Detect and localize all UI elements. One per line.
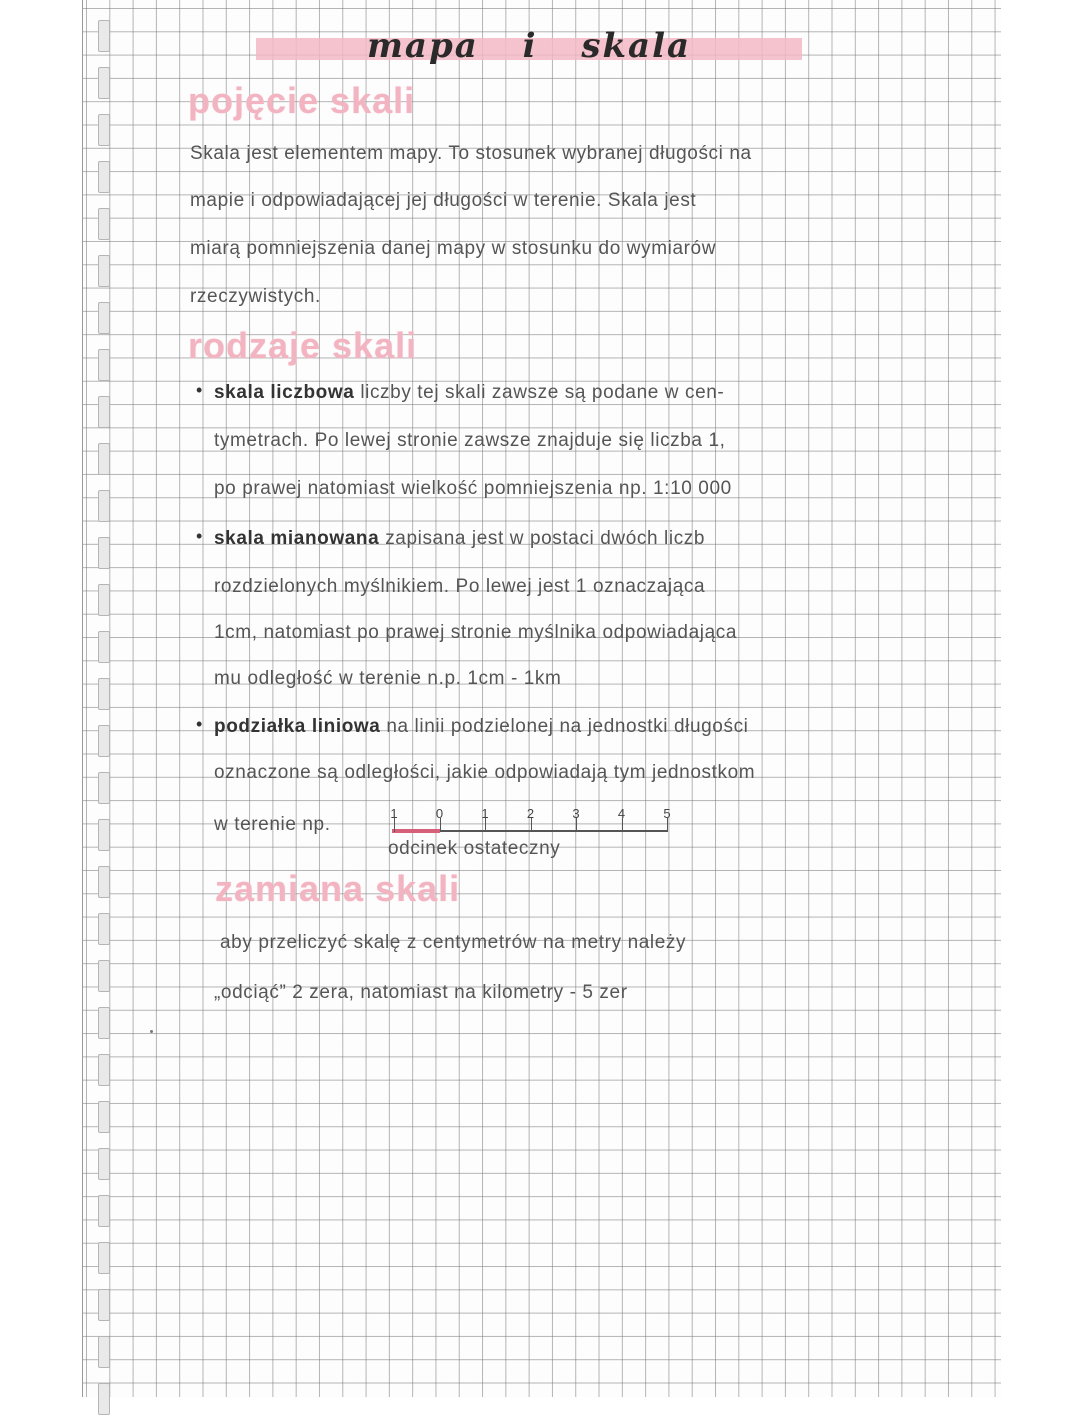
type-1-line-1 <box>214 382 724 404</box>
page-title: mapa i skala <box>366 26 692 66</box>
type-2-text-1: zapisana jest w postaci dwóch liczb <box>385 528 706 549</box>
type-2-line-4: mu odległość w terenie n.p. 1cm - 1km <box>214 668 562 689</box>
bullet-icon: • <box>196 526 203 546</box>
type-3-line-2: oznaczone są odległości, jakie odpowiadają tym jednostkom <box>214 762 756 783</box>
type-2-line-1 <box>214 528 705 550</box>
binding-hole <box>98 20 110 52</box>
spiral-binding <box>84 0 120 1397</box>
scale-tick-label: 5 <box>663 806 671 821</box>
bullet-icon: • <box>196 714 203 734</box>
binding-hole <box>98 255 110 287</box>
type-3-text-1: na linii podzielonej na jednostki długości <box>386 716 749 737</box>
type-2-line-3: 1cm, natomiast po prawej stronie myślnika odpowiadająca <box>214 622 738 643</box>
binding-hole <box>98 1007 110 1039</box>
linear-scale-caption: odcinek ostateczny <box>388 838 561 859</box>
binding-hole <box>98 537 110 569</box>
binding-hole <box>98 396 110 428</box>
linear-scale-remainder-segment <box>392 829 440 833</box>
binding-hole <box>98 114 110 146</box>
heading-types: rodzaje skali <box>188 325 418 366</box>
scale-tick-label: 2 <box>526 806 535 821</box>
definition-line-2: mapie i odpowiadającej jej długości w terenie. Skala jest <box>190 190 697 211</box>
type-3-term: podziałka liniowa <box>214 716 381 737</box>
definition-line-1: Skala jest elementem mapy. To stosunek wybranej długości na <box>190 143 752 164</box>
scale-tick-label: 3 <box>572 806 580 821</box>
heading-definition: pojęcie skali <box>188 80 416 121</box>
scale-tick-label: 0 <box>435 806 444 821</box>
binding-hole <box>98 960 110 992</box>
binding-hole <box>98 67 110 99</box>
binding-hole <box>98 443 110 475</box>
scale-tick-label: 1 <box>390 806 398 821</box>
scale-tick-label: 4 <box>617 806 626 821</box>
binding-hole <box>98 490 110 522</box>
binding-hole <box>98 161 110 193</box>
definition-line-3: miarą pomniejszenia danej mapy w stosunku do wymiarów <box>190 238 717 259</box>
type-2-term: skala mianowana <box>214 528 380 549</box>
type-1-text-1: liczby tej skali zawsze są podane w cen- <box>360 382 725 403</box>
binding-hole <box>98 1242 110 1274</box>
binding-hole <box>98 1383 110 1415</box>
binding-hole <box>98 1195 110 1227</box>
binding-hole <box>98 1054 110 1086</box>
pen-dot <box>150 1030 153 1033</box>
binding-hole <box>98 866 110 898</box>
binding-hole <box>98 1101 110 1133</box>
type-1-line-3: po prawej natomiast wielkość pomniejszenia np. 1:10 000 <box>214 478 732 499</box>
binding-hole <box>98 725 110 757</box>
definition-line-4: rzeczywistych. <box>190 286 321 307</box>
binding-hole <box>98 208 110 240</box>
binding-hole <box>98 584 110 616</box>
binding-hole <box>98 302 110 334</box>
conversion-line-2: „odciąć” 2 zera, natomiast na kilometry - 5 zer <box>214 982 628 1003</box>
binding-hole <box>98 1289 110 1321</box>
heading-conversion: zamiana skali <box>215 868 461 909</box>
binding-hole <box>98 349 110 381</box>
scale-tick-label: 1 <box>481 806 489 821</box>
type-1-term: skala liczbowa <box>214 382 355 403</box>
binding-hole <box>98 1148 110 1180</box>
binding-hole <box>98 1336 110 1368</box>
binding-hole <box>98 772 110 804</box>
binding-hole <box>98 819 110 851</box>
binding-hole <box>98 913 110 945</box>
type-2-line-2: rozdzielonych myślnikiem. Po lewej jest 1 oznaczająca <box>214 576 706 597</box>
type-3-line-3: w terenie np. <box>214 814 331 835</box>
binding-hole <box>98 678 110 710</box>
bullet-icon: • <box>196 380 203 400</box>
type-1-line-2: tymetrach. Po lewej stronie zawsze znajduje się liczba 1, <box>214 430 726 451</box>
type-3-line-1 <box>214 716 749 738</box>
conversion-line-1: aby przeliczyć skalę z centymetrów na metry należy <box>220 932 687 953</box>
binding-hole <box>98 631 110 663</box>
